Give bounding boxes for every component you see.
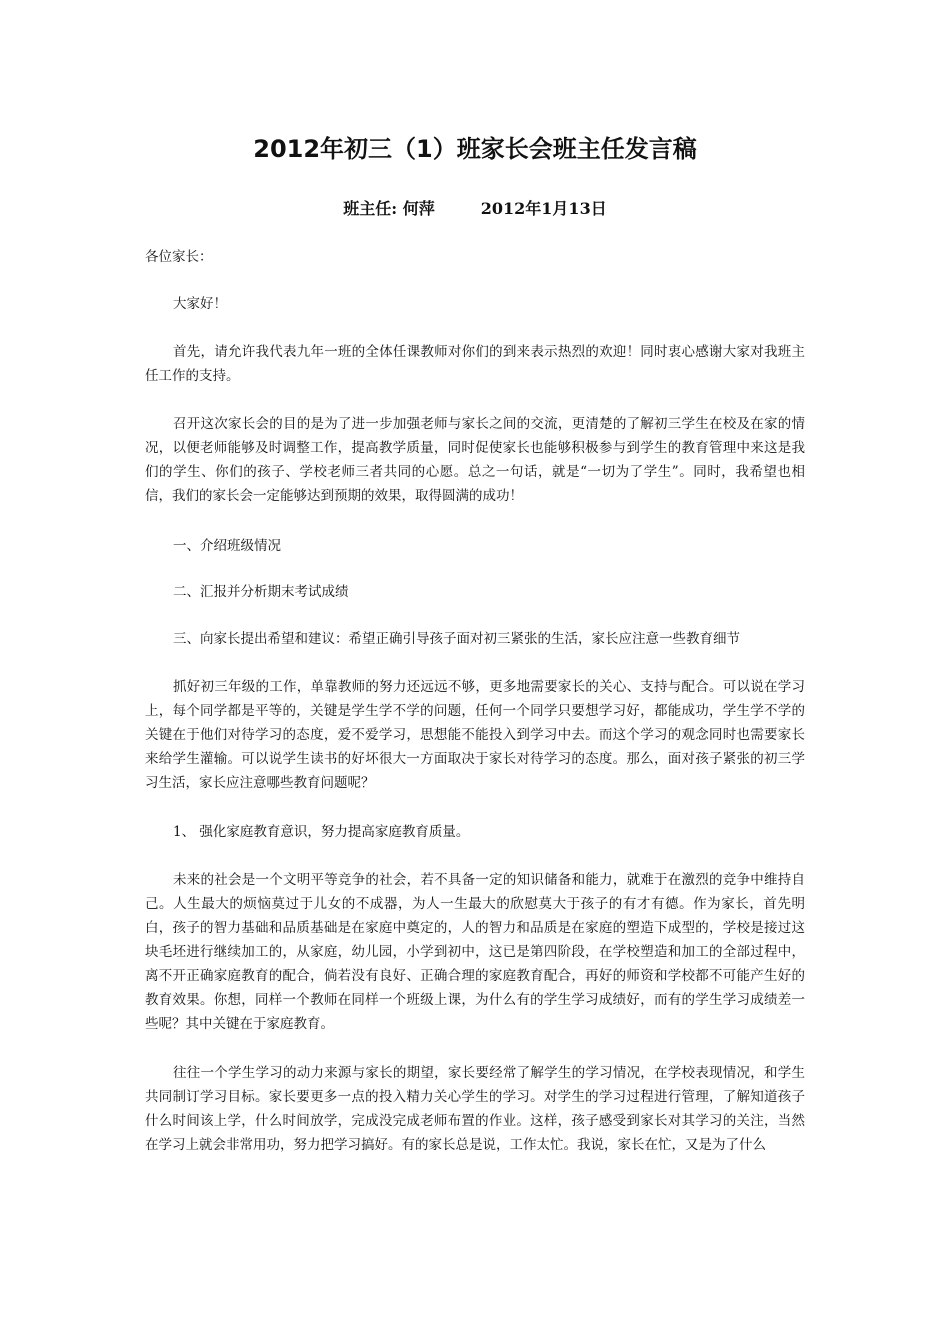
- agenda-item-3: 三、向家长提出希望和建议：希望正确引导孩子面对初三紧张的生活，家长应注意一些教育细节: [173, 631, 740, 647]
- paragraph-greeting: 大家好！: [173, 296, 227, 312]
- section-heading-1: 1、 强化家庭教育意识，努力提高家庭教育质量。: [173, 824, 470, 840]
- paragraph-purpose: 召开这次家长会的目的是为了进一步加强老师与家长之间的交流，更清楚的了解初三学生在校及在家的情况，以便老师能够及时调整工作，提高教学质量，同时促使家长也能够积极参与到学生的教育管理中来这是我们的学生、你们的孩子、学校老师三者共同的心愿。总之一句话，就是“一切为了学生”。同时，我希望也相信，我们的家长会一定能够达到预期的效果，取得圆满的成功！: [145, 416, 805, 504]
- paragraph-parent-expectations: 往往一个学生学习的动力来源与家长的期望，家长要经常了解学生的学习情况，在学校表现情况，和学生共同制订学习目标。家长要更多一点的投入精力关心学生的学习。对学生的学习过程进行管理，了解知道孩子什么时间该上学，什么时间放学，完成没完成老师布置的作业。这样，孩子感受到家长对其学习的关注，当然在学习上就会非常用功，努力把学习搞好。有的家长总是说，工作太忙。我说，家长在忙，又是为了什么: [145, 1065, 805, 1153]
- document-title: 2012年初三（1）班家长会班主任发言稿: [253, 135, 697, 163]
- agenda-item-2: 二、汇报并分析期末考试成绩: [173, 584, 349, 600]
- agenda-item-1: 一、介绍班级情况: [173, 538, 281, 554]
- byline: [0, 197, 950, 221]
- speech-date: 2012年1月13日: [480, 199, 607, 218]
- salutation: 各位家长：: [145, 249, 213, 265]
- paragraph-family-education: 未来的社会是一个文明平等竞争的社会，若不具备一定的知识储备和能力，就难于在激烈的竞争中维持自己。人生最大的烦恼莫过于儿女的不成器，为人一生最大的欣慰莫大于孩子的有才有德。作为家长，首先明白，孩子的智力基础和品质基础是在家庭中奠定的，人的智力和品质是在家庭的塑造下成型的，学校是接过这块毛坯进行继续加工的，从家庭，幼儿园，小学到初中，这已是第四阶段，在学校塑造和加工的全部过程中，离不开正确家庭教育的配合，倘若没有良好、正确合理的家庭教育配合，再好的师资和学校都不可能产生好的教育效果。你想，同样一个教师在同样一个班级上课，为什么有的学生学习成绩好，而有的学生学习成绩差一些呢？其中关键在于家庭教育。: [145, 872, 805, 1032]
- teacher-name: 班主任: 何萍: [343, 199, 435, 218]
- paragraph-welcome: 首先，请允许我代表九年一班的全体任课教师对你们的到来表示热烈的欢迎！同时衷心感谢大家对我班主任工作的支持。: [145, 344, 805, 384]
- paragraph-cooperation: 抓好初三年级的工作，单靠教师的努力还远远不够，更多地需要家长的关心、支持与配合。可以说在学习上，每个同学都是平等的，关键是学生学不学的问题，任何一个同学只要想学习好，都能成功，学生学不学的关键在于他们对待学习的态度，爱不爱学习，思想能不能投入到学习中去。而这个学习的观念同时也需要家长来给学生灌输。可以说学生读书的好坏很大一方面取决于家长对待学习的态度。那么，面对孩子紧张的初三学习生活，家长应注意哪些教育问题呢？: [145, 679, 805, 791]
